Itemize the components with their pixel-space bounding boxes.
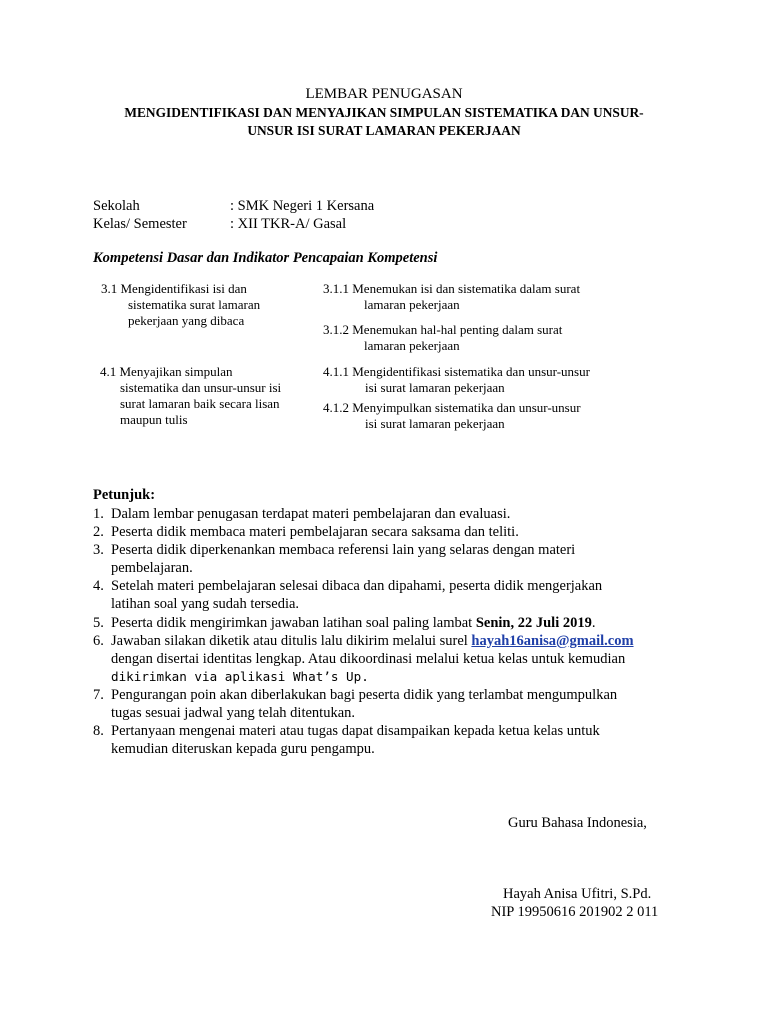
signature-nip: NIP 19950616 201902 2 011 xyxy=(491,904,659,920)
document-subtitle-line-1: MENGIDENTIFIKASI DAN MENYAJIKAN SIMPULAN SISTEMATIKA DAN UNSUR- xyxy=(124,105,644,120)
kd-4-1-line-2: sistematika dan unsur-unsur isi xyxy=(120,380,282,395)
deadline-date: Senin, 22 Juli 2019 xyxy=(475,614,592,631)
kd-4-1-line-4: maupun tulis xyxy=(120,412,188,427)
instruction-number: 5. xyxy=(93,614,104,631)
class-row xyxy=(93,215,346,233)
instruction-text-part: . xyxy=(591,614,596,631)
school-row xyxy=(93,197,374,215)
instruction-item-3 xyxy=(93,541,693,577)
indicator-3-1-2-line-2: lamaran pekerjaan xyxy=(364,338,460,353)
indicator-4-1-2 xyxy=(323,400,581,432)
instruction-item-8 xyxy=(93,722,693,758)
indicator-4-1-1-line-2: isi surat lamaran pekerjaan xyxy=(365,380,505,395)
instruction-text-continued: kemudian diteruskan kepada guru pengampu. xyxy=(111,741,375,758)
indicator-3-1-2-line-1: 3.1.2 Menemukan hal-hal penting dalam surat xyxy=(323,322,563,337)
class-value: : XII TKR-A/ Gasal xyxy=(230,216,347,232)
instruction-number: 7. xyxy=(93,686,104,703)
document-subtitle-line-2: UNSUR ISI SURAT LAMARAN PEKERJAAN xyxy=(247,123,521,138)
instruction-text: Pengurangan poin akan diberlakukan bagi peserta didik yang terlambat mengumpulkan xyxy=(111,686,618,703)
indicator-3-1-2 xyxy=(323,322,562,354)
instruction-number: 4. xyxy=(93,578,104,595)
instruction-item-7 xyxy=(93,686,693,722)
instruction-text xyxy=(111,632,693,650)
instructions-list xyxy=(93,505,693,758)
kd-3-1-line-2: sistematika surat lamaran xyxy=(128,297,261,312)
instruction-text-continued: dengan disertai identitas lengkap. Atau dikoordinasi melalui ketua kelas untuk kemudian xyxy=(111,650,626,667)
instruction-item-1 xyxy=(93,505,693,523)
instruction-text-part: Peserta didik mengirimkan jawaban latihan soal paling lambat xyxy=(111,614,476,631)
instruction-number: 2. xyxy=(93,524,104,541)
instruction-text: Dalam lembar penugasan terdapat materi pembelajaran dan evaluasi. xyxy=(111,506,511,522)
class-label: Kelas/ Semester xyxy=(93,216,187,232)
kd-4-1-line-3: surat lamaran baik secara lisan xyxy=(120,396,280,411)
kd-4-1 xyxy=(100,364,281,428)
instruction-number: 1. xyxy=(93,506,104,522)
school-value: : SMK Negeri 1 Kersana xyxy=(230,198,375,214)
signature-name: Hayah Anisa Ufitri, S.Pd. xyxy=(503,886,652,902)
instruction-text xyxy=(111,614,693,632)
email-link[interactable]: hayah16anisa@gmail.com xyxy=(471,632,634,649)
instruction-text: Pertanyaan mengenai materi atau tugas dapat disampaikan kepada ketua kelas untuk xyxy=(111,723,600,740)
indicator-3-1-1-line-1: 3.1.1 Menemukan isi dan sistematika dalam surat xyxy=(323,281,581,296)
kd-3-1-line-3: pekerjaan yang dibaca xyxy=(128,313,245,328)
competency-heading: Kompetensi Dasar dan Indikator Pencapaian Kompetensi xyxy=(93,250,438,266)
indicator-3-1-1 xyxy=(323,281,580,313)
instruction-number: 3. xyxy=(93,542,104,559)
instruction-text-continued: pembelajaran. xyxy=(111,560,193,577)
instruction-item-5 xyxy=(93,614,693,632)
instruction-text: Peserta didik diperkenankan membaca referensi lain yang selaras dengan materi xyxy=(111,542,576,559)
indicator-3-1-1-line-2: lamaran pekerjaan xyxy=(364,297,460,312)
instruction-text: Peserta didik membaca materi pembelajaran secara saksama dan teliti. xyxy=(111,524,519,541)
title-block xyxy=(0,84,768,140)
instruction-text-continued: dikirimkan via aplikasi What’s Up. xyxy=(111,668,369,684)
instruction-item-2 xyxy=(93,523,693,541)
instruction-text-continued: latihan soal yang sudah tersedia. xyxy=(111,596,300,613)
school-label: Sekolah xyxy=(93,198,140,214)
indicator-4-1-2-line-1: 4.1.2 Menyimpulkan sistematika dan unsur-unsur xyxy=(323,400,581,415)
kd-4-1-line-1: 4.1 Menyajikan simpulan xyxy=(100,364,233,379)
instruction-item-6 xyxy=(93,632,693,686)
instruction-text: Setelah materi pembelajaran selesai dibaca dan dipahami, peserta didik mengerjakan xyxy=(111,578,603,595)
indicator-4-1-1-line-1: 4.1.1 Mengidentifikasi sistematika dan unsur-unsur xyxy=(323,364,590,379)
instruction-number: 8. xyxy=(93,723,104,740)
instruction-number: 6. xyxy=(93,632,104,649)
kd-3-1-line-1: 3.1 Mengidentifikasi isi dan xyxy=(101,281,247,296)
indicator-4-1-1 xyxy=(323,364,590,396)
instruction-text-part: Jawaban silakan diketik atau ditulis lalu dikirim melalui surel xyxy=(111,632,472,649)
document-title: LEMBAR PENUGASAN xyxy=(305,86,463,102)
indicator-4-1-2-line-2: isi surat lamaran pekerjaan xyxy=(365,416,505,431)
instruction-item-4 xyxy=(93,577,693,613)
instructions-title: Petunjuk: xyxy=(93,487,156,503)
instruction-text-continued: tugas sesuai jadwal yang telah ditentukan. xyxy=(111,705,356,722)
kd-3-1 xyxy=(101,281,260,329)
signature-role: Guru Bahasa Indonesia, xyxy=(508,815,647,831)
